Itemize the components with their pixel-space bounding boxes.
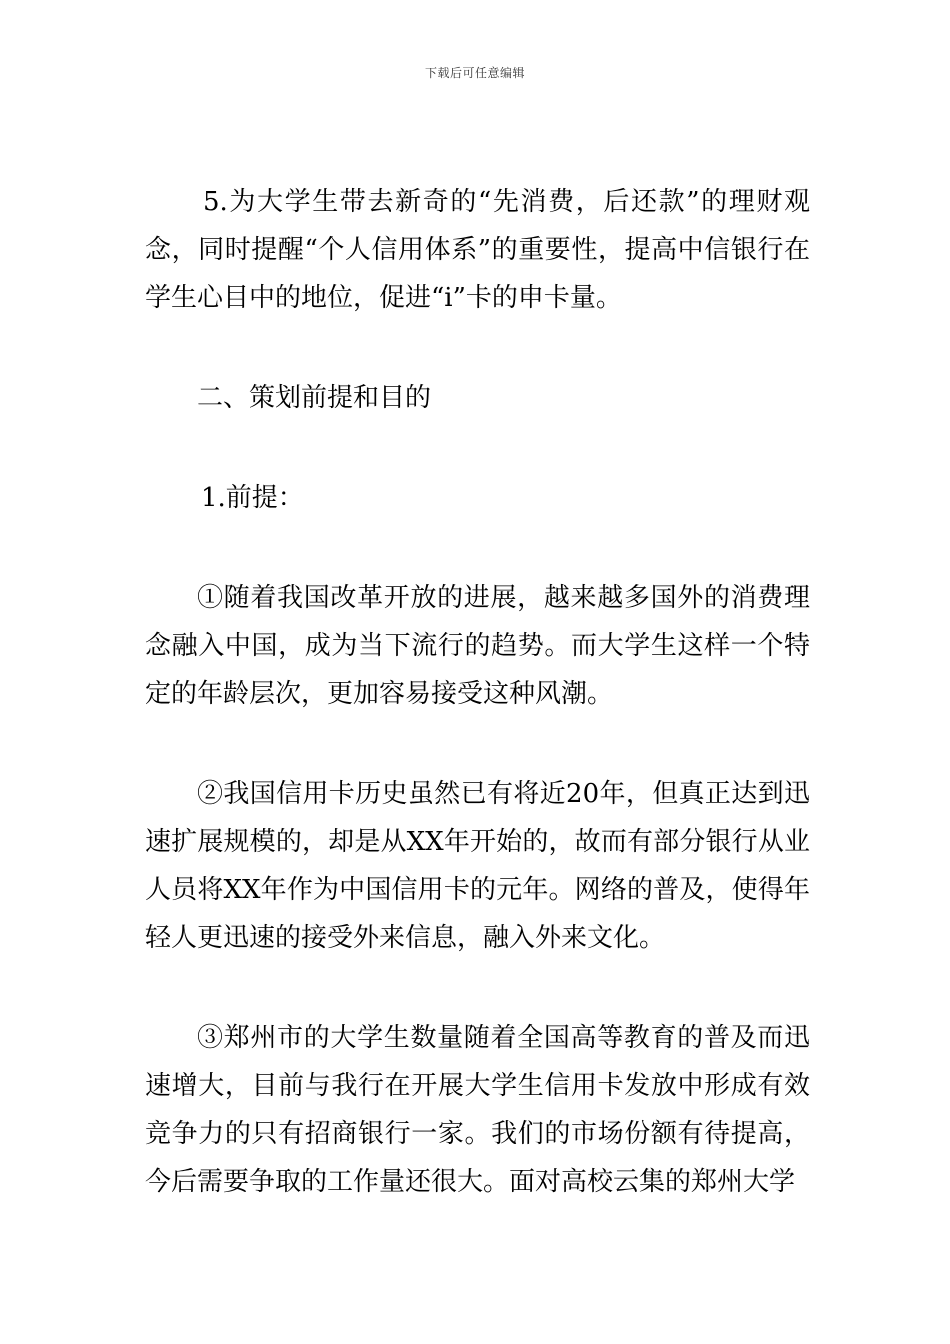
paragraph-item-2: ②我国信用卡历史虽然已有将近20年，但真正达到迅速扩展规模的，却是从XX年开始的，故而有部分银行从业人员将XX年作为中国信用卡的元年。网络的普及，使得年轻人更迅速的接受外来信息，融入外来文化。 [145, 779, 810, 953]
sub-heading-premise: 1.前提： [201, 483, 304, 513]
page-header: 下载后可任意编辑 [424, 66, 525, 80]
document-body [145, 178, 810, 1206]
paragraph-item-1: ①随着我国改革开放的进展，越来越多国外的消费理念融入中国，成为当下流行的趋势。而大学生这样一个特定的年龄层次，更加容易接受这种风潮。 [145, 583, 810, 709]
paragraph-point-5: 5.为大学生带去新奇的“先消费，后还款”的理财观念，同时提醒“个人信用体系”的重要性，提高中信银行在学生心目中的地位，促进“i”卡的申卡量。 [145, 187, 810, 313]
section-heading: 二、策划前提和目的 [197, 383, 432, 413]
paragraph-item-3: ③郑州市的大学生数量随着全国高等教育的普及而迅速增大，目前与我行在开展大学生信用卡发放中形成有效竞争力的只有招商银行一家。我们的市场份额有待提高，今后需要争取的工作量还很大。面对高校云集的郑州大学 [145, 1023, 810, 1197]
